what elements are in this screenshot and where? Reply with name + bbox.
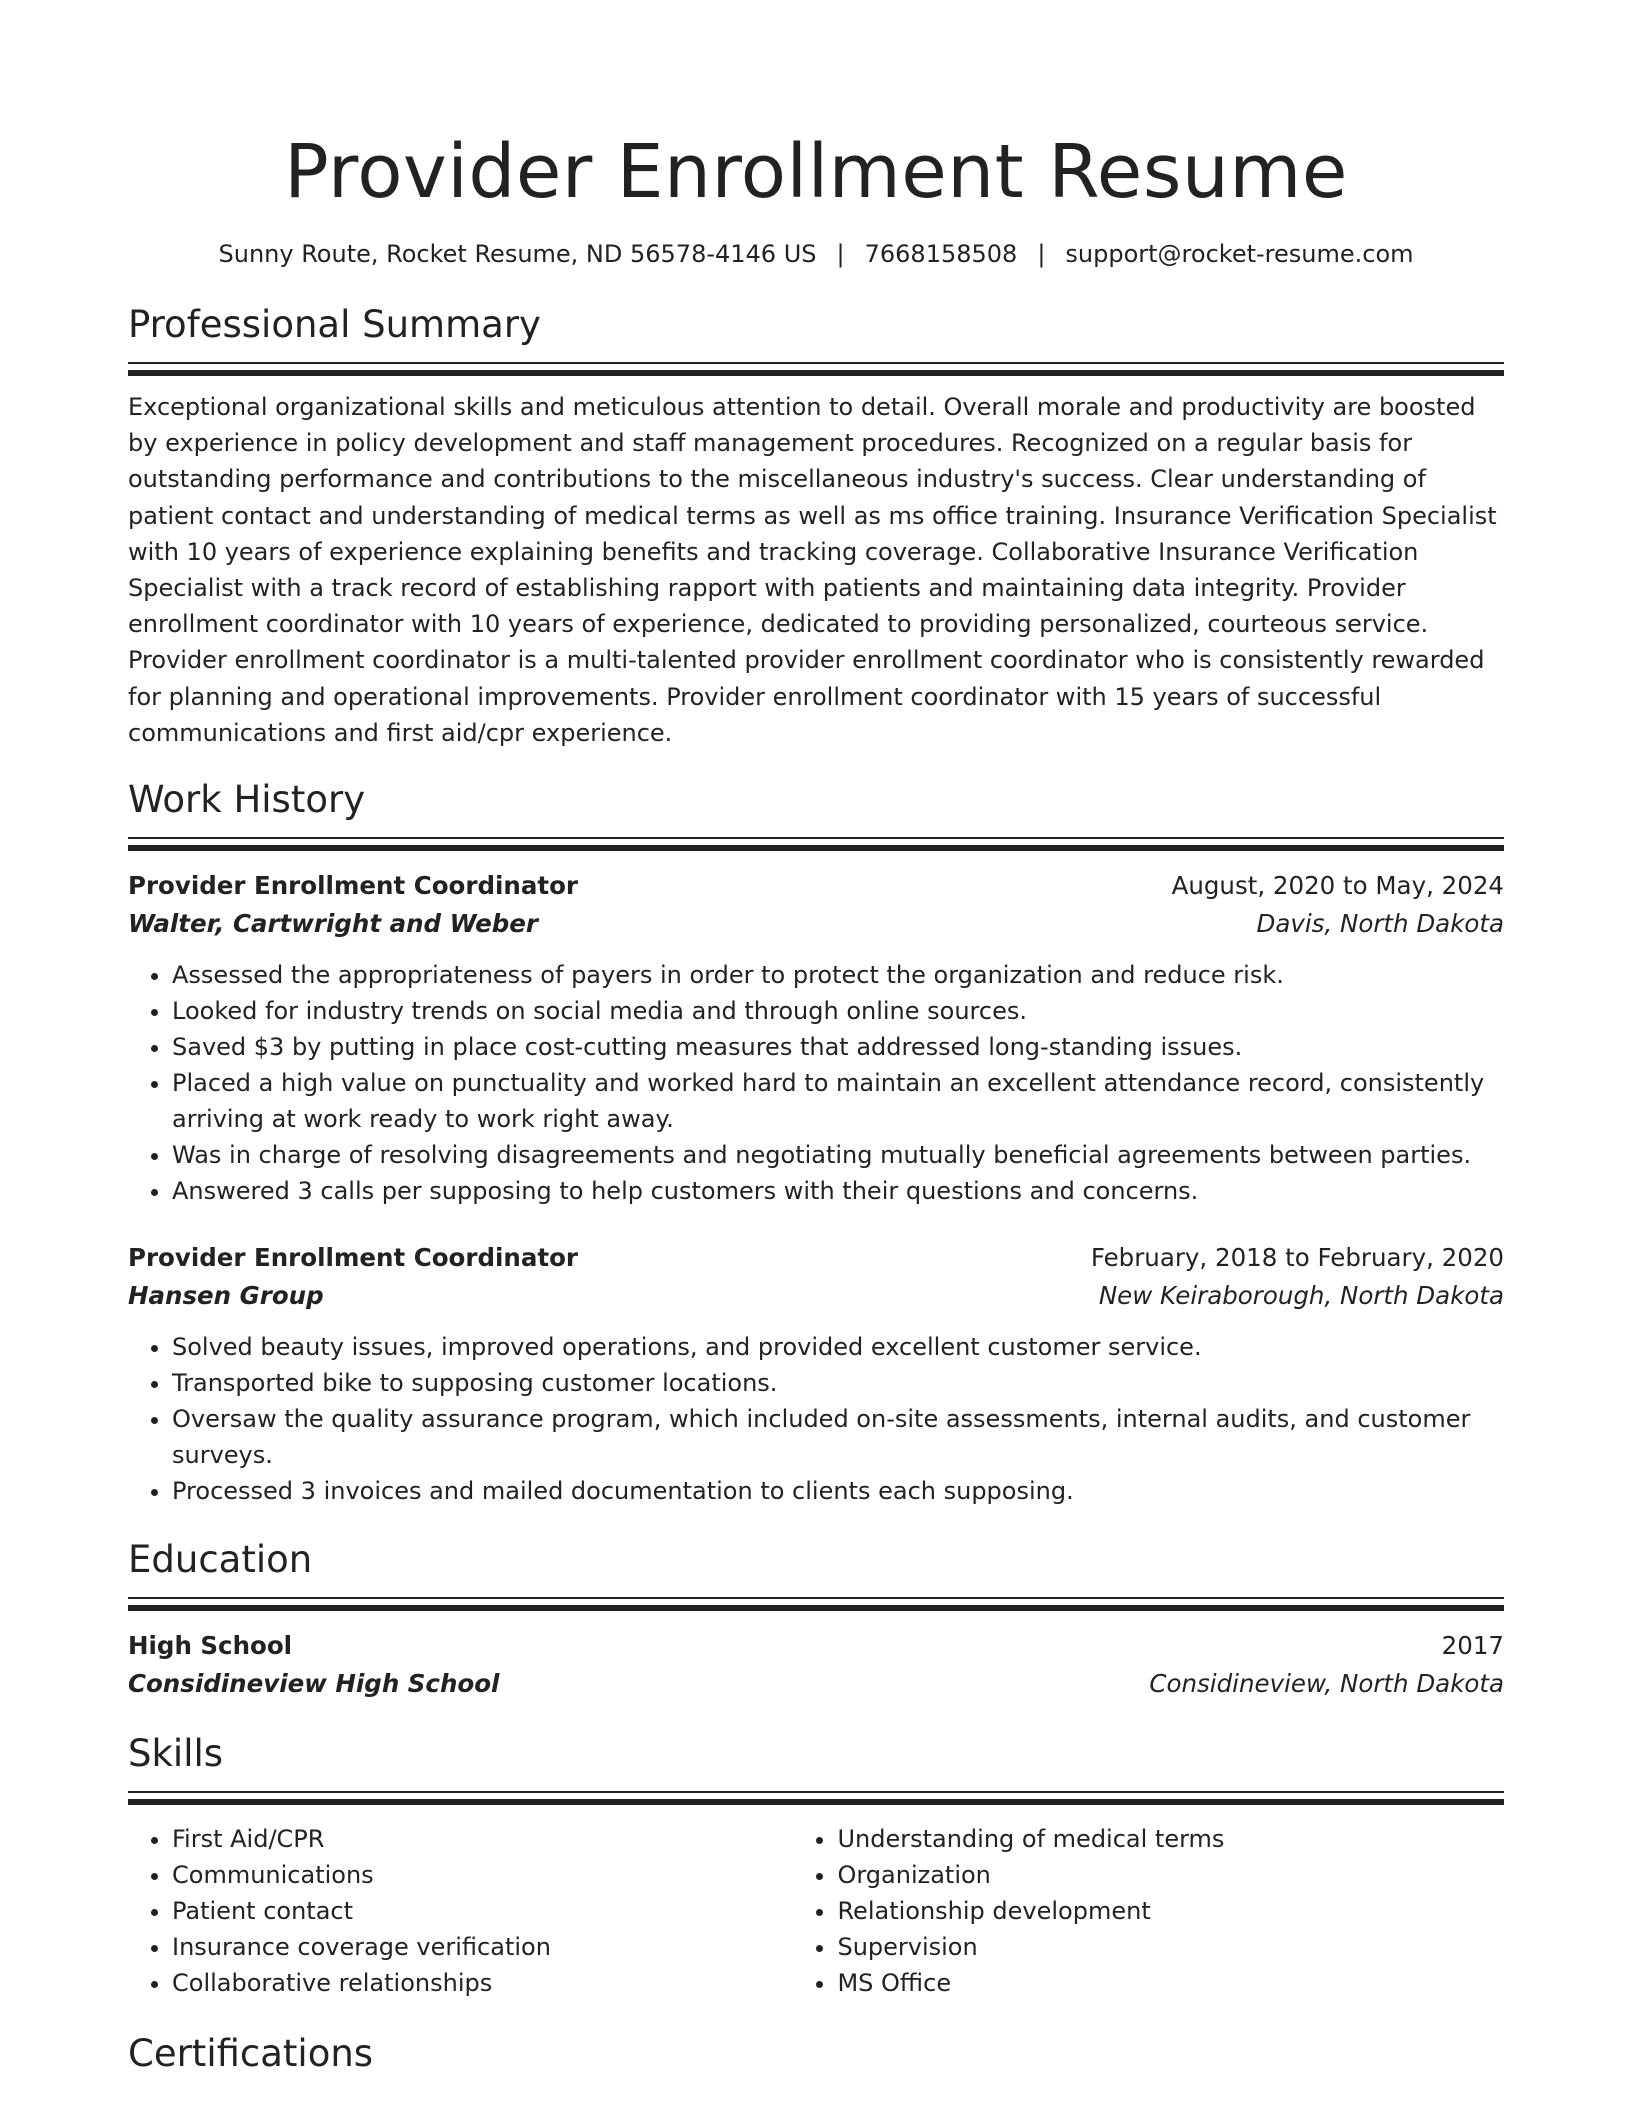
section-divider bbox=[128, 1597, 1504, 1611]
list-item: • Answered 3 calls per supposing to help customers with their questions and concerns. bbox=[172, 1173, 1504, 1209]
summary-text: Exceptional organizational skills and meticulous attention to detail. Overall morale and productivity are boosted by experience in policy development and staff management procedures. Recognized on a regular basis for outstanding performance and contributions to the miscellaneous industry's success. Clear understanding of patient contact and understanding of medical terms as well as ms office training. Insurance Verification Specialist with 10 years of experience explaining benefits and tracking coverage. Collaborative Insurance Verification Specialist with a track record of establishing rapport with patients and maintaining data integrity. Provider enrollment coordinator with 10 years of experience, dedicated to providing personalized, courteous service. Provider enrollment coordinator is a multi-talented provider enrollment coordinator who is consistently rewarded for planning and operational improvements. Provider enrollment coordinator with 15 years of successful communications and first aid/cpr experience. bbox=[128, 393, 1497, 747]
skills-list-right bbox=[793, 1821, 1504, 2001]
job-title: Provider Enrollment Coordinator bbox=[128, 871, 578, 901]
skill-item: • Relationship development bbox=[837, 1893, 1504, 1929]
job-entry bbox=[128, 1239, 1504, 1509]
skill-item: • MS Office bbox=[837, 1965, 1504, 2001]
contact-separator: | bbox=[1037, 240, 1046, 268]
list-item: • Saved $3 by putting in place cost-cutting measures that addressed long-standing issues. bbox=[172, 1029, 1504, 1065]
list-item: • Solved beauty issues, improved operations, and provided excellent customer service. bbox=[172, 1329, 1504, 1365]
contact-email: support@rocket-resume.com bbox=[1065, 240, 1414, 268]
section-heading-education: Education bbox=[128, 1538, 313, 1582]
education-location: Considineview, North Dakota bbox=[1149, 1669, 1504, 1699]
job-company-row bbox=[128, 1277, 1504, 1315]
skill-item: • Communications bbox=[172, 1857, 793, 1893]
section-heading-work: Work History bbox=[128, 778, 366, 822]
section-divider bbox=[128, 837, 1504, 851]
section-divider bbox=[128, 362, 1504, 376]
education-school: Considineview High School bbox=[128, 1669, 500, 1699]
job-company: Walter, Cartwright and Weber bbox=[128, 909, 538, 939]
certifications-section bbox=[128, 2031, 1504, 2077]
list-item: • Oversaw the quality assurance program, which included on-site assessments, internal audits, and customer surveys. bbox=[172, 1401, 1504, 1473]
contact-phone: 7668158508 bbox=[864, 240, 1018, 268]
education-degree: High School bbox=[128, 1631, 293, 1661]
list-item: • Placed a high value on punctuality and worked hard to maintain an excellent attendance record, consistently arriving at work ready to work right away. bbox=[172, 1065, 1504, 1137]
job-header-row bbox=[128, 1239, 1504, 1277]
list-item: • Processed 3 invoices and mailed documentation to clients each supposing. bbox=[172, 1473, 1504, 1509]
summary-section bbox=[128, 302, 1504, 751]
skill-item: • Organization bbox=[837, 1857, 1504, 1893]
resume-title: Provider Enrollment Resume bbox=[284, 129, 1348, 215]
job-bullets bbox=[128, 957, 1504, 1209]
skill-item: • First Aid/CPR bbox=[172, 1821, 793, 1857]
job-entry bbox=[128, 867, 1504, 1209]
job-title: Provider Enrollment Coordinator bbox=[128, 1243, 578, 1273]
section-heading-summary: Professional Summary bbox=[128, 303, 541, 346]
section-heading-skills: Skills bbox=[128, 1732, 224, 1776]
skill-item: • Insurance coverage verification bbox=[172, 1929, 793, 1965]
education-section bbox=[128, 1537, 1504, 1703]
list-item: • Was in charge of resolving disagreements and negotiating mutually beneficial agreements between parties. bbox=[172, 1137, 1504, 1173]
section-divider bbox=[128, 1791, 1504, 1805]
skill-item: • Collaborative relationships bbox=[172, 1965, 793, 2001]
contact-line bbox=[128, 238, 1504, 270]
skills-section bbox=[128, 1731, 1504, 2001]
work-history-section bbox=[128, 777, 1504, 1509]
education-year: 2017 bbox=[1441, 1631, 1504, 1661]
section-heading-certifications: Certifications bbox=[128, 2032, 374, 2076]
skill-item: • Supervision bbox=[837, 1929, 1504, 1965]
job-location: Davis, North Dakota bbox=[1256, 909, 1504, 939]
contact-address: Sunny Route, Rocket Resume, ND 56578-4146 US bbox=[218, 240, 817, 268]
contact-separator: | bbox=[836, 240, 845, 268]
job-company: Hansen Group bbox=[128, 1281, 324, 1311]
education-header-row bbox=[128, 1627, 1504, 1665]
skill-item: • Understanding of medical terms bbox=[837, 1821, 1504, 1857]
job-dates: August, 2020 to May, 2024 bbox=[1171, 871, 1504, 901]
job-dates: February, 2018 to February, 2020 bbox=[1090, 1243, 1504, 1273]
list-item: • Assessed the appropriateness of payers in order to protect the organization and reduce risk. bbox=[172, 957, 1504, 993]
list-item: • Looked for industry trends on social media and through online sources. bbox=[172, 993, 1504, 1029]
education-school-row bbox=[128, 1665, 1504, 1703]
skills-columns bbox=[128, 1821, 1504, 2001]
skill-item: • Patient contact bbox=[172, 1893, 793, 1929]
list-item: • Transported bike to supposing customer locations. bbox=[172, 1365, 1504, 1401]
skills-list-left bbox=[128, 1821, 793, 2001]
job-bullets bbox=[128, 1329, 1504, 1509]
job-company-row bbox=[128, 905, 1504, 943]
job-location: New Keiraborough, North Dakota bbox=[1098, 1281, 1504, 1311]
job-header-row bbox=[128, 867, 1504, 905]
